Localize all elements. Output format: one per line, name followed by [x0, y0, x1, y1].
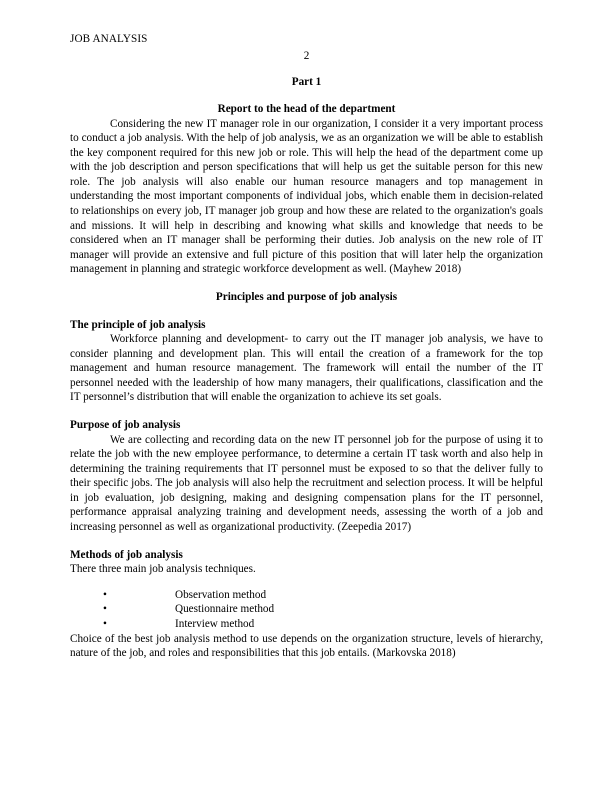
heading-report-to-head-of-department: Report to the head of the department: [217, 103, 396, 115]
page-number: 2: [303, 50, 310, 62]
paragraph-collecting-recording-data: We are collecting and recording data on the new IT personnel job for the purpose of using it to relate the job with the new employee performance, to determine a certain IT task worth and also help in determining the training requirements that IT personnel must be exposed to so that the deliver fully to their specific jobs. The job analysis will also help the recruitment and selection process. It will be helpful in job evaluation, job designing, making and designing compensation plans for the IT personnel, performance appraisal analyzing training and development needs, assessing the worth of a job and increasing personnel as well as organizational productivity. (Zeepedia 2017): [70, 433, 543, 534]
running-head: JOB ANALYSIS: [70, 33, 148, 45]
paragraph-three-main-techniques: There three main job analysis techniques.: [70, 563, 256, 576]
list-item-label: Questionnaire method: [175, 603, 275, 616]
paragraph-introduction: Considering the new IT manager role in our organization, I consider it a very important process to conduct a job analysis. With the help of job analysis, we as an organization we will be able to establish the key component required for this new job or role. This will help the head of the department come up with the job description and person specifications that will help us get the suitable person for this new role. The job analysis will also enable our human resource managers and top management in understanding the most important components of individual jobs, which enable them in decision-related to relationships on every job, IT manager job group and how these are related to the organization's goals and missions. It will help in describing and knowing what skills and knowledge that needs to be considered when an IT manager shall be performing their duties. Job analysis on the new role of IT manager will provide an extensive and full picture of this position that will later help the organization management in planning and strategic workforce development as well. (Mayhew 2018): [70, 117, 543, 276]
heading-methods-of-job-analysis: Methods of job analysis: [70, 548, 183, 561]
paragraph-choice-of-best-method: Choice of the best job analysis method to use depends on the organization structure, levels of hierarchy, nature of the job, and roles and responsibilities that this job entails. (Markovska 2018): [70, 632, 543, 660]
list-item-label: Interview method: [175, 617, 255, 630]
heading-principles-and-purpose: Principles and purpose of job analysis: [215, 291, 398, 304]
list-item: [70, 617, 543, 632]
bullet-icon: •: [103, 588, 107, 601]
list-item: [70, 588, 543, 603]
heading-part: Part 1: [291, 76, 322, 88]
paragraph-workforce-planning: Workforce planning and development- to carry out the IT manager job analysis, we have to consider planning and development plan. This will entail the creation of a framework for the top management and human resource management. The framework will entail the number of the IT personnel needed with the leadership of how many managers, their qualifications, classification and the IT personnel’s distribution that will enable the organization to achieve its set goals.: [70, 333, 543, 404]
bullet-icon: •: [103, 617, 107, 630]
list-item-label: Observation method: [175, 588, 267, 601]
heading-purpose-of-job-analysis: Purpose of job analysis: [70, 419, 181, 431]
methods-bullet-list: [70, 588, 543, 632]
heading-principle-of-job-analysis: The principle of job analysis: [70, 318, 206, 331]
list-item: [70, 602, 543, 617]
bullet-icon: •: [103, 603, 107, 616]
page-content: [70, 32, 543, 661]
